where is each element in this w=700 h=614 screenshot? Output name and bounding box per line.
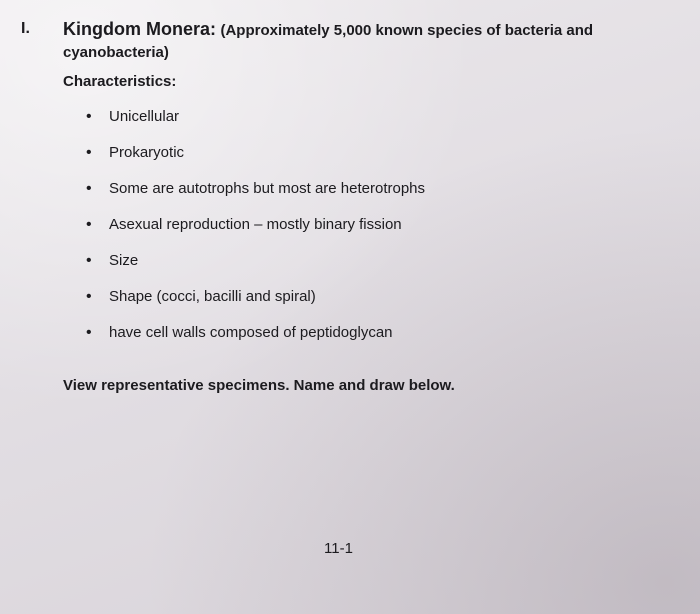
bullet-icon: • (86, 252, 92, 269)
list-item-text: Prokaryotic (109, 144, 185, 161)
list-item-text: Size (109, 252, 139, 269)
bullet-icon: • (86, 180, 92, 197)
instruction-text: View representative specimens. Name and draw below. (63, 377, 455, 394)
bullet-icon: • (86, 288, 92, 305)
list-item (84, 287, 425, 323)
list-item (84, 323, 425, 359)
list-item (84, 143, 425, 179)
bullet-icon: • (86, 216, 92, 233)
list-item (84, 251, 425, 287)
kingdom-title: Kingdom Monera: (63, 19, 216, 39)
bullet-icon: • (86, 144, 92, 161)
species-note: (Approximately 5,000 known species of bacteria and cyanobacteria) (63, 22, 594, 61)
characteristics-list (84, 107, 425, 359)
list-item (84, 107, 425, 143)
characteristics-heading: Characteristics: (63, 73, 177, 90)
list-item-text: Unicellular (109, 108, 180, 125)
list-item (84, 215, 425, 251)
section-numeral: I. (21, 20, 30, 37)
list-item (84, 179, 425, 215)
section-heading (63, 18, 663, 64)
list-item-text: Asexual reproduction – mostly binary fission (109, 216, 402, 233)
bullet-icon: • (86, 324, 92, 341)
list-item-text: have cell walls composed of peptidoglycan (109, 324, 393, 341)
bullet-icon: • (86, 108, 92, 125)
list-item-text: Shape (cocci, bacilli and spiral) (109, 288, 316, 305)
page-number: 11-1 (324, 540, 353, 557)
list-item-text: Some are autotrophs but most are heterotrophs (109, 180, 426, 197)
